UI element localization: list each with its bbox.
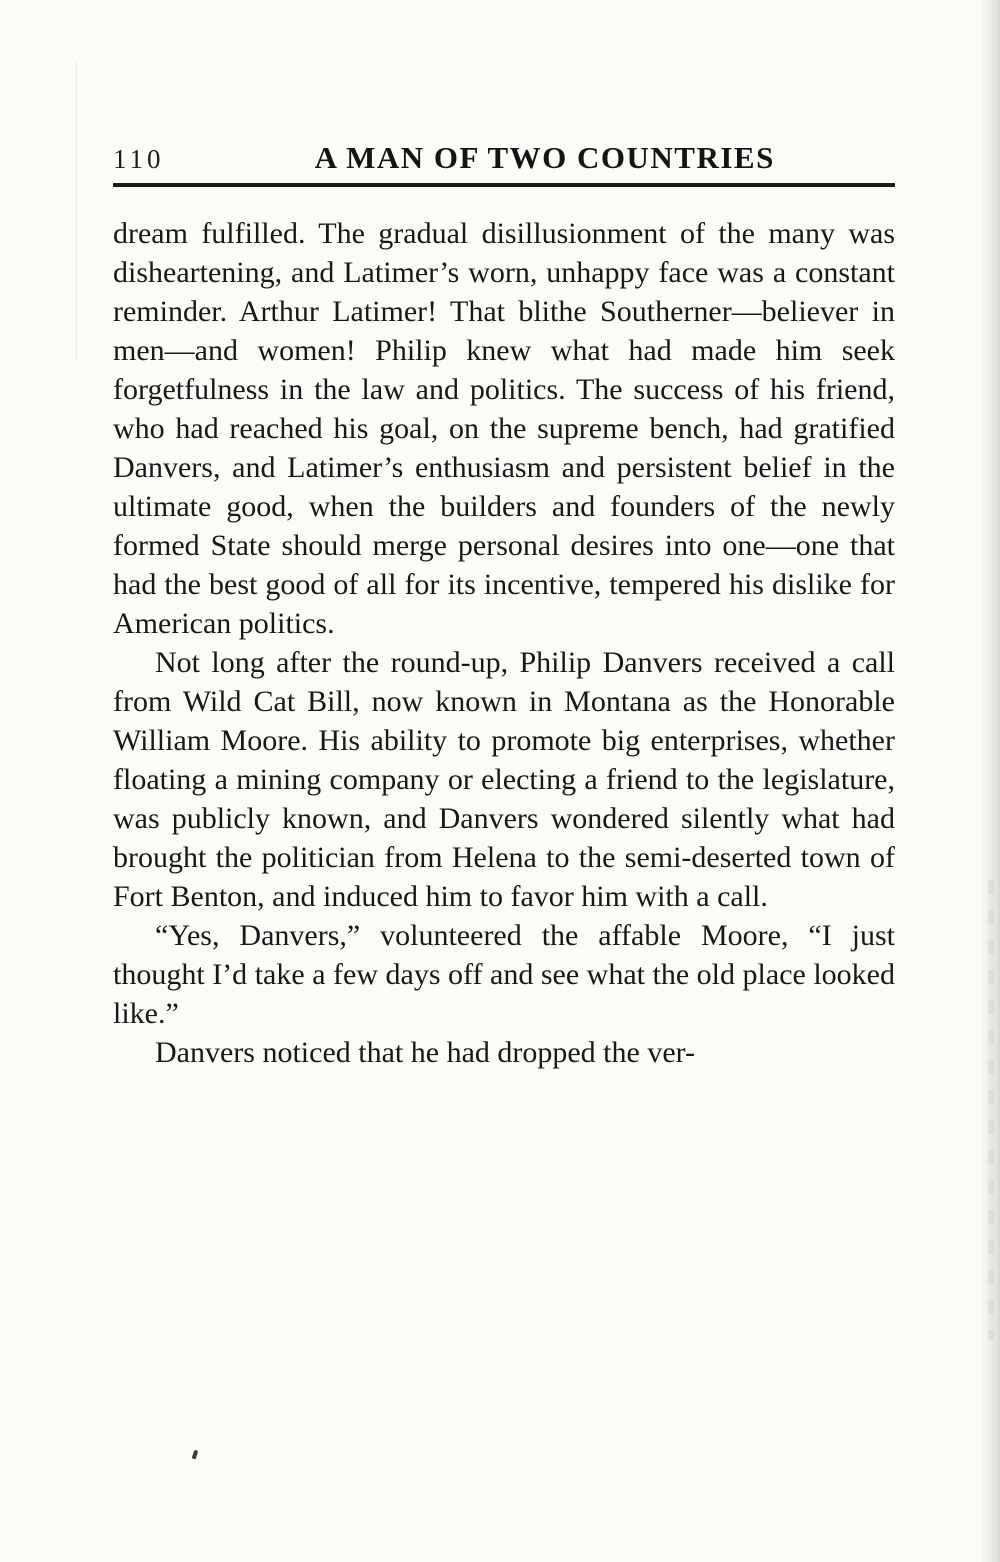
paragraph: Danvers noticed that he had dropped the ver- bbox=[155, 1036, 696, 1069]
running-header bbox=[113, 140, 895, 176]
paragraph: “Yes, Danvers,” volunteered the affable Moore, “I just thought I’d take a few days off and see what the old place looked like.” bbox=[113, 919, 895, 1030]
page-number: 110 bbox=[113, 144, 165, 174]
body-text bbox=[113, 214, 895, 1072]
running-title: A MAN OF TWO COUNTRIES bbox=[314, 140, 775, 175]
scan-edge-shadow bbox=[980, 0, 1000, 1562]
page-content bbox=[113, 140, 895, 1072]
paragraph: dream fulfilled. The gradual disillusionment of the many was disheartening, and Latimer’s worn, unhappy face was a constant reminder. Arthur Latimer! That blithe Southerner—believer in men—and women! Philip knew what had made him seek forgetfulness in the law and politics. The success of his friend, who had reached his goal, on the supreme bench, had gratified Danvers, and Latimer’s enthusiasm and persistent belief in the ultimate good, when the builders and founders of the newly formed State should merge personal desires into one—one that had the best good of all for its incentive, tempered his dislike for American politics. bbox=[113, 217, 895, 640]
scan-streaks bbox=[988, 880, 994, 1340]
paragraph: Not long after the round-up, Philip Danvers received a call from Wild Cat Bill, now known in Montana as the Honorable William Moore. His ability to promote big enterprises, whether floating a mining company or electing a friend to the legislature, was publicly known, and Danvers wondered silently what had brought the politician from Helena to the semi-deserted town of Fort Benton, and induced him to favor him with a call. bbox=[113, 646, 895, 913]
ink-speck bbox=[192, 1450, 199, 1460]
header-rule bbox=[113, 183, 895, 187]
scan-edge-line bbox=[76, 60, 77, 360]
